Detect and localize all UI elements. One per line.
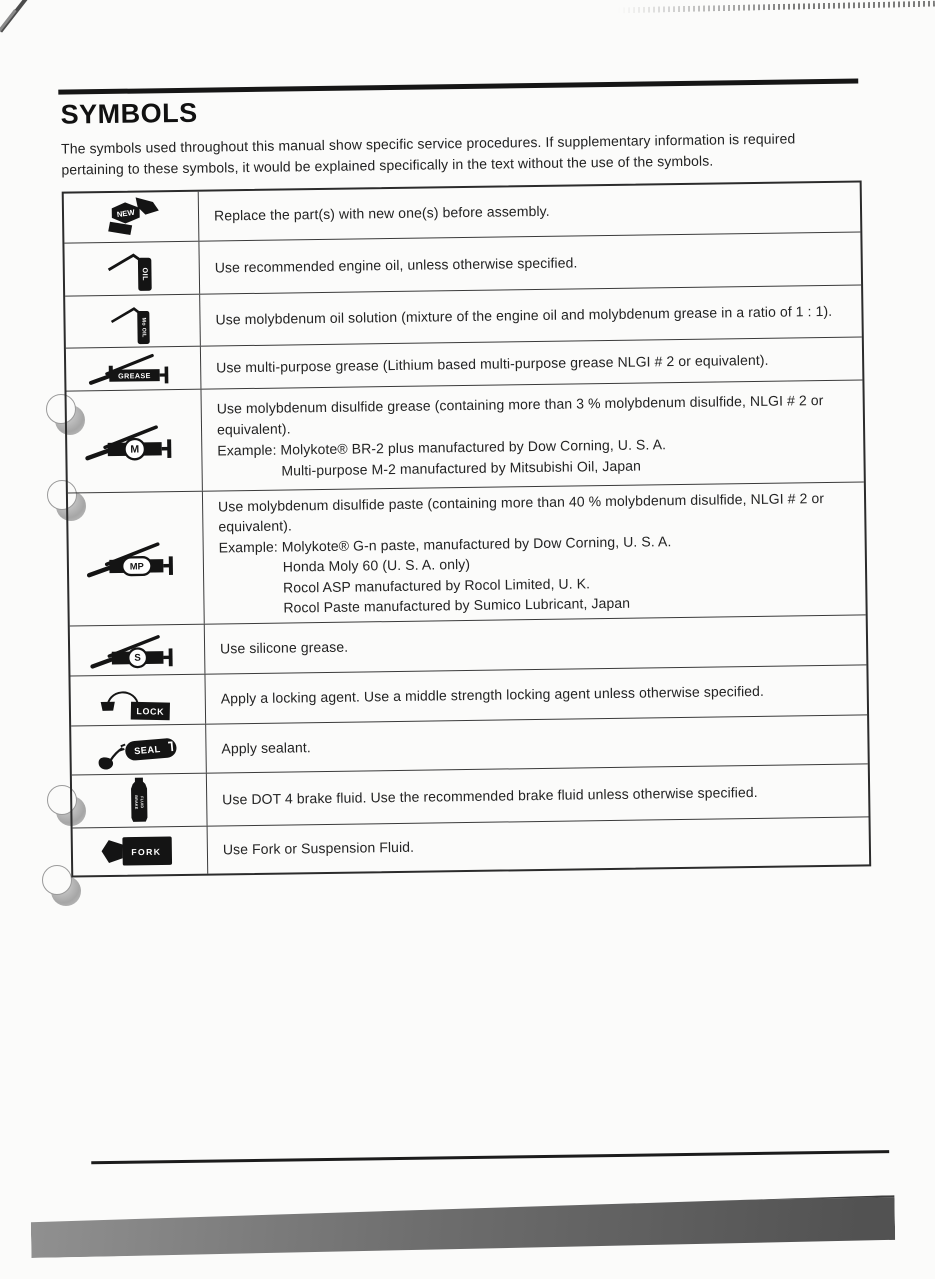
- symbol-icon-cell: [66, 390, 202, 493]
- symbol-icon-cell: [70, 625, 206, 676]
- icon-label: FLUID: [139, 796, 144, 809]
- symbol-description: Use recommended engine oil, unless otherwise specified.: [214, 253, 578, 275]
- symbol-description: Apply a locking agent. Use a middle strength locking agent unless otherwise specified.: [220, 682, 765, 707]
- symbol-row: [66, 380, 863, 493]
- symbol-icon-cell: [68, 492, 205, 626]
- symbol-icon-cell: [71, 725, 207, 775]
- icon-label: FORK: [131, 846, 162, 857]
- bottom-rule: [91, 1150, 889, 1164]
- symbol-icon-cell: [65, 295, 201, 348]
- grease-gun-icon: [79, 348, 188, 390]
- fork-fluid-icon: [96, 829, 185, 872]
- icon-label: GREASE: [118, 371, 151, 381]
- top-rule: [58, 78, 858, 94]
- symbol-description: Use molybdenum disulfide paste (containing more than 40 % molybdenum disulfide, NLGI # 2 or equivalent). Example: Molykote® G-n paste, manufactured by Dow Corning, U. S. A. Honda Moly 60 (U. S. A. only) Rocol ASP manufactured by Rocol Limited, U. K. Rocol Paste manufactured by Sumico Lubricant, Japan: [217, 489, 825, 617]
- icon-label: S: [134, 652, 141, 664]
- engine-oil-can-icon: [99, 243, 164, 294]
- new-parts-nut-icon: [96, 193, 167, 242]
- icon-label: BRAKE: [133, 795, 139, 810]
- symbols-table: [62, 180, 872, 877]
- symbol-description: Use silicone grease.: [219, 638, 349, 657]
- brake-fluid-bottle-icon: [126, 776, 153, 824]
- icon-label: NEW: [116, 207, 136, 219]
- symbol-icon-cell: [64, 242, 200, 296]
- symbol-description: Apply sealant.: [221, 738, 311, 756]
- symbol-description: Use DOT 4 brake fluid. Use the recommended brake fluid unless otherwise specified.: [222, 783, 758, 807]
- symbol-icon-cell: [70, 675, 206, 726]
- symbol-icon-cell: [66, 347, 202, 391]
- molybdenum-paste-gun-icon: [82, 535, 191, 583]
- molybdenum-oil-can-icon: [100, 296, 165, 347]
- silicone-grease-gun-icon: [83, 627, 192, 673]
- intro-paragraph: The symbols used throughout this manual show specific service procedures. If supplementary information is required pertaining to these symbols, it would be explained specifically in the text without the use of the symbols.: [60, 130, 796, 178]
- symbol-description: Use multi-purpose grease (Lithium based multi-purpose grease NLGI # 2 or equivalent).: [216, 351, 769, 375]
- icon-label: M: [130, 443, 140, 456]
- symbol-description: Use molybdenum disulfide grease (containing more than 3 % molybdenum disulfide, NLGI # 2 or equivalent). Example: Molykote® BR-2 plus manufactured by Dow Corning, U. S. A. Multi-purpose M-2 manufactured by Mitsubishi Oil, Japan: [216, 391, 824, 479]
- icon-label: OIL: [140, 267, 149, 281]
- symbol-icon-cell: [73, 827, 209, 876]
- symbol-description: Use Fork or Suspension Fluid.: [222, 838, 415, 858]
- symbol-description: Replace the part(s) with new one(s) before assembly.: [213, 202, 550, 224]
- icon-label: LOCK: [136, 705, 165, 717]
- symbol-description: Use molybdenum oil solution (mixture of the engine oil and molybdenum grease in a ratio of 1 : 1).: [215, 302, 833, 328]
- symbol-icon-cell: [64, 192, 200, 243]
- icon-label: SEAL: [133, 744, 162, 757]
- icon-label: Mo OIL: [140, 317, 147, 338]
- symbol-row: [73, 817, 870, 875]
- sealant-tube-icon: [87, 726, 190, 773]
- page-title: SYMBOLS: [60, 97, 198, 130]
- locking-agent-icon: [91, 676, 184, 723]
- icon-label: MP: [129, 561, 144, 572]
- symbol-row: [68, 482, 866, 626]
- symbol-icon-cell: [72, 774, 208, 828]
- molybdenum-grease-gun-icon: [80, 417, 189, 465]
